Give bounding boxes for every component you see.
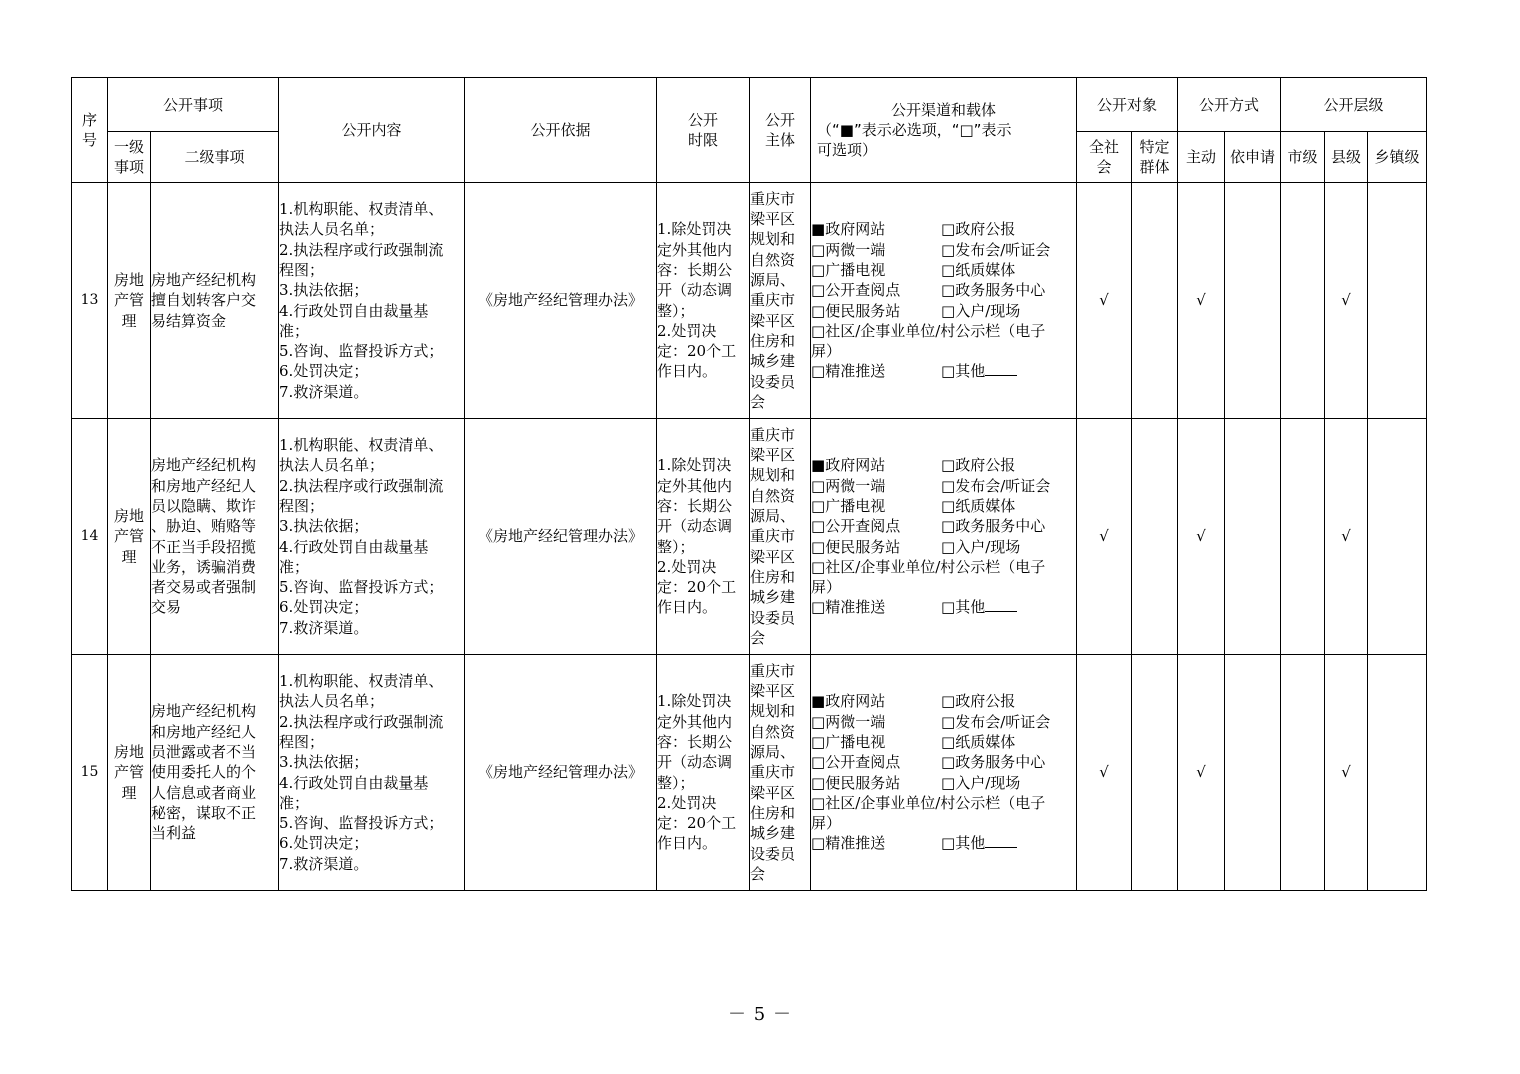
channel-option: □政务服务中心: [941, 281, 1046, 300]
row-level1: 房地 产管 理: [108, 183, 151, 419]
row-audience-all: √: [1077, 183, 1132, 419]
header-level2: 二级事项: [151, 132, 279, 183]
row-level2: 房地产经纪机构 和房地产经纪人 员泄露或者不当 使用委托人的个 人信息或者商业 秘密，谋取不正 当利益: [151, 655, 279, 891]
row-seq: 13: [72, 183, 108, 419]
row-content: [279, 419, 465, 655]
header-items-group: 公开事项: [108, 78, 279, 132]
content-line: 7.救济渠道。: [279, 854, 369, 873]
header-row-1: [72, 78, 1427, 132]
channel-option: □入户/现场: [941, 301, 1021, 320]
channel-option: ■政府网站: [811, 456, 886, 475]
time_limit-line: 容：长期公: [657, 496, 733, 515]
channel-option: □政府公报: [941, 456, 1016, 475]
row-level-town: [1368, 183, 1427, 419]
row-method-active: √: [1178, 655, 1225, 891]
channel-option: □社区/企事业单位/村公示栏（电子: [811, 793, 1046, 812]
header-subject: 公开 主体: [750, 78, 811, 183]
header-content: 公开内容: [279, 78, 465, 183]
header-basis: 公开依据: [465, 78, 657, 183]
blank-line: [985, 835, 1017, 848]
content-line: 4.行政处罚自由裁量基: [279, 301, 429, 320]
row-time-limit: [657, 183, 750, 419]
header-channels-note: （“■”表示必选项，“□”表示 可选项）: [817, 121, 1012, 159]
row-subject: 重庆市 梁平区 规划和 自然资 源局、 重庆市 梁平区 住房和 城乡建 设委员 会: [750, 419, 811, 655]
time_limit-line: 整）；: [657, 773, 695, 792]
header-method: 公开方式: [1178, 78, 1281, 132]
content-line: 5.咨询、监督投诉方式；: [279, 578, 444, 597]
table-row: [72, 183, 1427, 419]
row-level-county: √: [1325, 419, 1368, 655]
channel-option: □政府公报: [941, 692, 1016, 711]
channel-option: □广播电视: [811, 496, 886, 515]
table-row: [72, 655, 1427, 891]
disclosure-table: [71, 77, 1427, 891]
channel-option: □纸质媒体: [941, 732, 1016, 751]
row-level-town: [1368, 655, 1427, 891]
time_limit-line: 开（动态调: [657, 753, 733, 772]
time_limit-line: 1.除处罚决: [657, 220, 732, 239]
row-basis: 《房地产经纪管理办法》: [465, 183, 657, 419]
row-basis: 《房地产经纪管理办法》: [465, 419, 657, 655]
content-line: 准；: [279, 557, 310, 576]
content-line: 准；: [279, 321, 310, 340]
content-line: 执法人员名单；: [279, 220, 385, 239]
channel-option: □发布会/听证会: [941, 476, 1051, 495]
table-row: [72, 419, 1427, 655]
row-content: [279, 183, 465, 419]
time_limit-line: 作日内。: [657, 834, 718, 853]
channel-option: □精准推送: [811, 362, 886, 381]
content-line: 7.救济渠道。: [279, 382, 369, 401]
time_limit-line: 定外其他内: [657, 712, 733, 731]
time_limit-line: 容：长期公: [657, 732, 733, 751]
time_limit-line: 2.处罚决: [657, 321, 717, 340]
header-audience-all: 全社 会: [1077, 132, 1132, 183]
header-level-city: 市级: [1281, 132, 1325, 183]
header-audience: 公开对象: [1077, 78, 1178, 132]
time_limit-line: 定：20个工: [657, 814, 737, 833]
row-level-city: [1281, 655, 1325, 891]
channel-option: □便民服务站: [811, 537, 901, 556]
time_limit-line: 整）；: [657, 537, 695, 556]
row-level2: 房地产经纪机构 和房地产经纪人 员以隐瞒、欺诈 、胁迫、贿赂等 不正当手段招揽 业务，诱骗消费 者交易或者强制 交易: [151, 419, 279, 655]
channel-option: □入户/现场: [941, 537, 1021, 556]
time_limit-line: 2.处罚决: [657, 557, 717, 576]
channel-option: □精准推送: [811, 598, 886, 617]
channel-option: □精准推送: [811, 834, 886, 853]
channel-option: □公开查阅点: [811, 517, 901, 536]
content-line: 1.机构职能、权责清单、: [279, 672, 444, 691]
content-line: 3.执法依据；: [279, 281, 369, 300]
time_limit-line: 1.除处罚决: [657, 692, 732, 711]
row-seq: 15: [72, 655, 108, 891]
content-line: 执法人员名单；: [279, 456, 385, 475]
time_limit-line: 作日内。: [657, 598, 718, 617]
content-line: 1.机构职能、权责清单、: [279, 200, 444, 219]
content-line: 执法人员名单；: [279, 692, 385, 711]
header-level1: 一级 事项: [108, 132, 151, 183]
channel-option: ■政府网站: [811, 220, 886, 239]
header-channels: [811, 78, 1077, 183]
time_limit-line: 开（动态调: [657, 517, 733, 536]
blank-line: [985, 599, 1017, 612]
row-audience-all: √: [1077, 655, 1132, 891]
channel-option: □纸质媒体: [941, 260, 1016, 279]
channel-option-cont: 屏）: [811, 578, 842, 597]
channel-option: □广播电视: [811, 260, 886, 279]
channel-option: □广播电视: [811, 732, 886, 751]
row-time-limit: [657, 419, 750, 655]
row-time-limit: [657, 655, 750, 891]
content-line: 程图；: [279, 732, 325, 751]
channel-option-other: □其他: [941, 361, 1017, 381]
content-line: 1.机构职能、权责清单、: [279, 436, 444, 455]
time_limit-line: 定：20个工: [657, 342, 737, 361]
row-audience-all: √: [1077, 419, 1132, 655]
channel-option: □政府公报: [941, 220, 1016, 239]
header-method-active: 主动: [1178, 132, 1225, 183]
header-level-town: 乡镇级: [1368, 132, 1427, 183]
header-level-county: 县级: [1325, 132, 1368, 183]
row-method-active: √: [1178, 183, 1225, 419]
time_limit-line: 定：20个工: [657, 578, 737, 597]
row-subject: 重庆市 梁平区 规划和 自然资 源局、 重庆市 梁平区 住房和 城乡建 设委员 会: [750, 655, 811, 891]
channel-option-cont: 屏）: [811, 814, 842, 833]
row-basis: 《房地产经纪管理办法》: [465, 655, 657, 891]
channel-option: □政务服务中心: [941, 517, 1046, 536]
channel-option: □入户/现场: [941, 773, 1021, 792]
row-channels: [811, 183, 1077, 419]
time_limit-line: 定外其他内: [657, 476, 733, 495]
channel-option: □便民服务站: [811, 773, 901, 792]
content-line: 4.行政处罚自由裁量基: [279, 773, 429, 792]
row-level-town: [1368, 419, 1427, 655]
channel-option: □政务服务中心: [941, 753, 1046, 772]
row-audience-specific: [1132, 183, 1178, 419]
channel-option: □发布会/听证会: [941, 240, 1051, 259]
row-level1: 房地 产管 理: [108, 419, 151, 655]
channel-option: □社区/企事业单位/村公示栏（电子: [811, 321, 1046, 340]
row-level-county: √: [1325, 183, 1368, 419]
row-level-city: [1281, 419, 1325, 655]
time_limit-line: 容：长期公: [657, 260, 733, 279]
content-line: 2.执法程序或行政强制流: [279, 476, 444, 495]
content-line: 程图；: [279, 496, 325, 515]
row-content: [279, 655, 465, 891]
content-line: 7.救济渠道。: [279, 618, 369, 637]
content-line: 6.处罚决定；: [279, 598, 369, 617]
row-method-request: [1225, 655, 1281, 891]
time_limit-line: 2.处罚决: [657, 793, 717, 812]
row-method-active: √: [1178, 419, 1225, 655]
time_limit-line: 1.除处罚决: [657, 456, 732, 475]
content-line: 2.执法程序或行政强制流: [279, 240, 444, 259]
row-audience-specific: [1132, 655, 1178, 891]
content-line: 3.执法依据；: [279, 753, 369, 772]
channel-option: □发布会/听证会: [941, 712, 1051, 731]
header-audience-specific: 特定 群体: [1132, 132, 1178, 183]
row-subject: 重庆市 梁平区 规划和 自然资 源局、 重庆市 梁平区 住房和 城乡建 设委员 会: [750, 183, 811, 419]
row-channels: [811, 655, 1077, 891]
time_limit-line: 开（动态调: [657, 281, 733, 300]
content-line: 2.执法程序或行政强制流: [279, 712, 444, 731]
content-line: 6.处罚决定；: [279, 362, 369, 381]
content-line: 准；: [279, 793, 310, 812]
page-number: － 5 －: [728, 1004, 792, 1025]
row-method-request: [1225, 419, 1281, 655]
channel-option-other: □其他: [941, 833, 1017, 853]
channel-option: □公开查阅点: [811, 753, 901, 772]
header-method-request: 依申请: [1225, 132, 1281, 183]
content-line: 5.咨询、监督投诉方式；: [279, 342, 444, 361]
channel-option: □便民服务站: [811, 301, 901, 320]
row-level1: 房地 产管 理: [108, 655, 151, 891]
channel-option: □两微一端: [811, 476, 886, 495]
header-channels-title: 公开渠道和载体: [891, 101, 997, 119]
content-line: 5.咨询、监督投诉方式；: [279, 814, 444, 833]
channel-option-other: □其他: [941, 597, 1017, 617]
content-line: 4.行政处罚自由裁量基: [279, 537, 429, 556]
content-line: 程图；: [279, 260, 325, 279]
channel-option: ■政府网站: [811, 692, 886, 711]
row-channels: [811, 419, 1077, 655]
channel-option: □社区/企事业单位/村公示栏（电子: [811, 557, 1046, 576]
content-line: 3.执法依据；: [279, 517, 369, 536]
header-seq: 序 号: [72, 78, 108, 183]
row-level2: 房地产经纪机构 擅自划转客户交 易结算资金: [151, 183, 279, 419]
time_limit-line: 整）；: [657, 301, 695, 320]
channel-option: □两微一端: [811, 240, 886, 259]
channel-option: □公开查阅点: [811, 281, 901, 300]
row-audience-specific: [1132, 419, 1178, 655]
header-time-limit: 公开 时限: [657, 78, 750, 183]
row-level-county: √: [1325, 655, 1368, 891]
row-seq: 14: [72, 419, 108, 655]
row-method-request: [1225, 183, 1281, 419]
blank-line: [985, 363, 1017, 376]
channel-option: □纸质媒体: [941, 496, 1016, 515]
channel-option-cont: 屏）: [811, 342, 842, 361]
time_limit-line: 作日内。: [657, 362, 718, 381]
row-level-city: [1281, 183, 1325, 419]
header-level: 公开层级: [1281, 78, 1427, 132]
time_limit-line: 定外其他内: [657, 240, 733, 259]
channel-option: □两微一端: [811, 712, 886, 731]
content-line: 6.处罚决定；: [279, 834, 369, 853]
